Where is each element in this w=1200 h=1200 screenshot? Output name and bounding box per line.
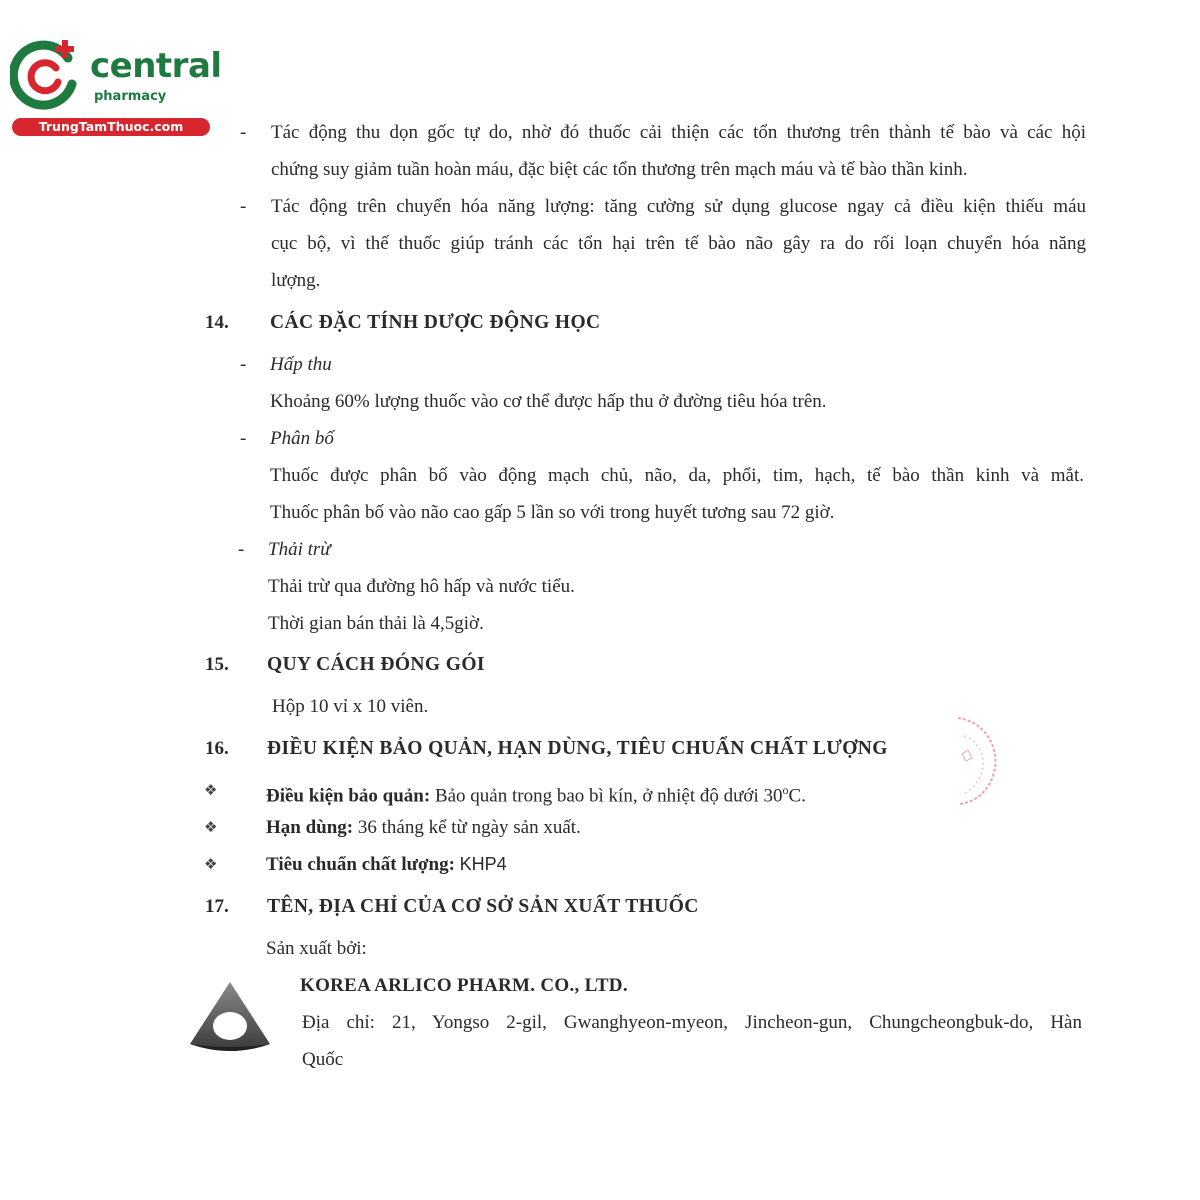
made-by-label: Sản xuất bởi: [266,938,367,959]
diamond-bullet-icon: ❖ [204,781,218,799]
section-16-title: ĐIỀU KIỆN BẢO QUẢN, HẠN DÙNG, TIÊU CHUẨN CHẤT LƯỢNG [267,738,888,759]
stamp-seal-icon [948,712,1008,810]
intro-item-2-line-3: lượng. [271,270,321,291]
packaging-text: Hộp 10 vỉ x 10 viên. [272,696,429,717]
bullet-dash: - [240,354,247,375]
company-address-line-2: Quốc [302,1049,344,1070]
company-address-line-1: Địa chỉ: 21, Yongso 2-gil, Gwanghyeon-myeon, Jincheon-gun, Chungcheongbuk-do, Hàn [302,1012,1082,1033]
distribution-text-1: Thuốc được phân bố vào động mạch chủ, não, da, phổi, tim, hạch, tế bào thần kinh và mắt. [270,465,1084,486]
company-name: KOREA ARLICO PHARM. CO., LTD. [300,975,628,996]
elimination-text-1: Thải trừ qua đường hô hấp và nước tiểu. [268,576,575,597]
section-15-number: 15. [205,654,229,675]
elimination-text-2: Thời gian bán thải là 4,5giờ. [268,613,484,634]
section-16-number: 16. [205,738,229,759]
distribution-label: Phân bố [270,428,334,449]
section-15-title: QUY CÁCH ĐÓNG GÓI [267,654,485,675]
expiry-line [266,809,581,846]
manufacturer-logo-icon [188,980,272,1054]
bullet-dash: - [240,122,247,143]
storage-label: Điều kiện bảo quản: [266,785,431,807]
logo-brand: central [90,46,222,86]
section-17-number: 17. [205,896,229,917]
section-14-title: CÁC ĐẶC TÍNH DƯỢC ĐỘNG HỌC [270,312,601,333]
intro-item-1-line-2: chứng suy giảm tuần hoàn máu, đặc biệt các tổn thương trên mạch máu và tế bào thần kinh. [271,159,968,180]
expiry-text: 36 tháng kể từ ngày sản xuất. [357,817,581,838]
intro-item-1-line-1: Tác động thu dọn gốc tự do, nhờ đó thuốc cải thiện các tổn thương trên thành tế bào và các hội [271,122,1086,143]
central-pharmacy-logo [0,0,230,140]
section-14-number: 14. [205,312,229,333]
standard-label: Tiêu chuẩn chất lượng: [266,854,455,875]
absorption-text: Khoảng 60% lượng thuốc vào cơ thể được hấp thu ở đường tiêu hóa trên. [270,391,827,412]
section-17-title: TÊN, ĐỊA CHỈ CỦA CƠ SỞ SẢN XUẤT THUỐC [267,896,699,917]
storage-unit: C. [788,785,806,807]
bullet-dash: - [238,539,245,560]
standard-line [266,846,507,883]
logo-mark-icon [10,38,82,110]
standard-text: KHP4 [459,854,507,874]
logo-website: TrungTamThuoc.com [12,118,210,136]
intro-item-2-line-2: cục bộ, vì thế thuốc giúp tránh các tổn hại trên tế bào não gây ra do rối loạn chuyển hóa năng [271,233,1086,254]
diamond-bullet-icon: ❖ [204,818,218,836]
bullet-dash: - [240,196,247,217]
storage-text: Bảo quản trong bao bì kín, ở nhiệt độ dưới 30 [434,785,783,807]
logo-subtitle: pharmacy [94,89,167,104]
intro-item-2-line-1: Tác động trên chuyển hóa năng lượng: tăng cường sử dụng glucose ngay cả điều kiện thiếu máu [271,196,1086,217]
expiry-label: Hạn dùng: [266,817,354,838]
storage-degree: o [782,783,789,797]
diamond-bullet-icon: ❖ [204,855,218,873]
distribution-text-2: Thuốc phân bố vào não cao gấp 5 lần so với trong huyết tương sau 72 giờ. [270,502,835,523]
bullet-dash: - [240,428,247,449]
elimination-label: Thải trừ [268,539,331,560]
storage-line [266,772,806,814]
absorption-label: Hấp thu [270,354,332,375]
